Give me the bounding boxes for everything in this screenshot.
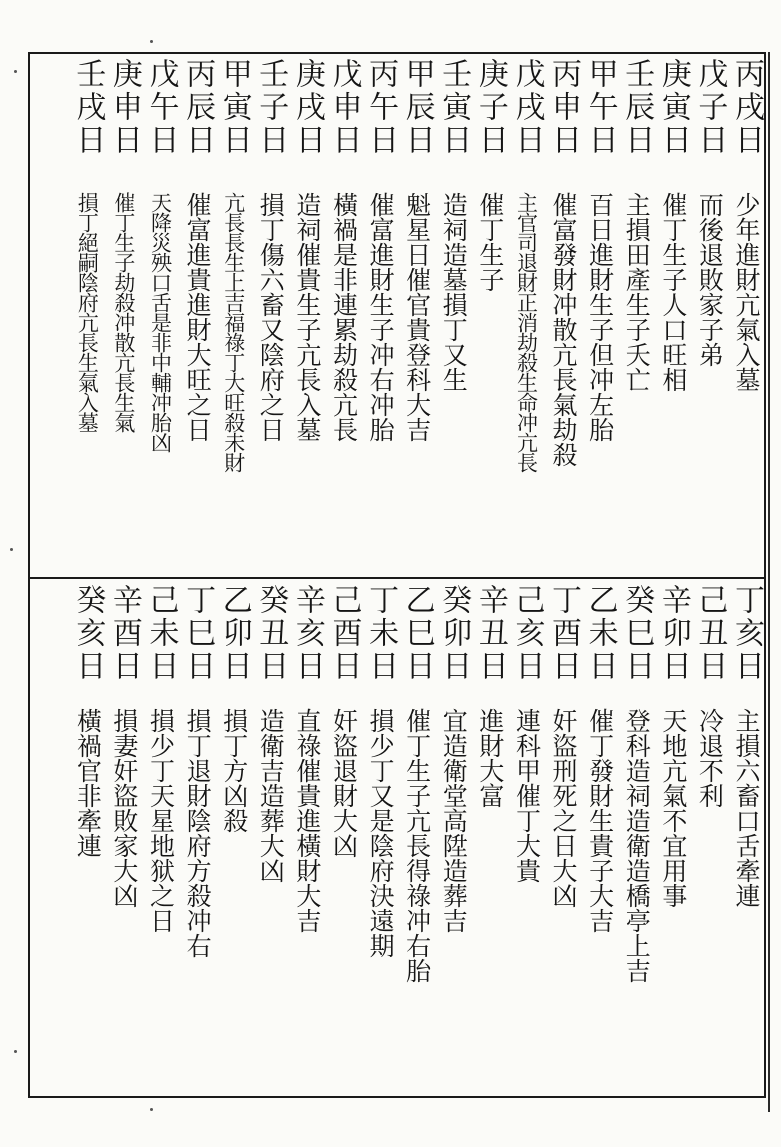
text-column [508,584,544,1092]
day-label: 辛酉日 [106,584,142,683]
ink-speck [150,1108,153,1111]
day-label: 丁未日 [363,584,399,683]
text-column [545,584,581,1092]
day-label: 甲午日 [582,58,618,157]
text-column [691,58,727,573]
text-column [728,58,764,573]
day-note: 催丁發財生貴子大吉 [585,708,615,933]
day-label: 壬辰日 [619,58,655,157]
day-label: 己亥日 [509,584,545,683]
day-label: 戊午日 [143,58,179,157]
ink-speck [14,1050,17,1053]
day-note: 催富進貴進財大旺之日 [183,192,213,442]
text-column [655,58,691,573]
text-column [362,584,398,1092]
day-label: 己丑日 [692,584,728,683]
day-label: 癸亥日 [70,584,106,683]
day-label: 甲寅日 [216,58,252,157]
day-label: 壬子日 [253,58,289,157]
text-column [691,584,727,1092]
text-column [106,58,142,573]
register-divider [28,577,766,579]
day-note: 奸盜退財大凶 [329,708,359,858]
top-register [30,58,764,573]
day-note: 魁星日催官貴登科大吉 [402,192,432,442]
day-note: 主官司退財正消劫殺生命冲亢長 [514,192,539,472]
day-note: 催丁生子 [475,192,505,292]
day-note: 連科甲催丁大貴 [512,708,542,883]
text-column [435,58,471,573]
day-label: 丙午日 [363,58,399,157]
ink-speck [10,548,13,551]
day-note: 橫禍官非牽連 [73,708,103,858]
text-column [472,58,508,573]
day-note: 損丁退財陰府方殺冲右 [183,708,213,958]
day-label: 丁酉日 [546,584,582,683]
text-column [582,58,618,573]
day-label: 己酉日 [326,584,362,683]
text-column [399,584,435,1092]
day-note: 催丁生子人口旺相 [658,192,688,392]
day-label: 戊子日 [692,58,728,157]
day-label: 乙巳日 [399,584,435,683]
day-note: 橫禍是非連累劫殺亢長 [329,192,359,442]
day-note: 催富發財冲散亢長氣劫殺 [549,192,579,467]
day-label: 乙未日 [582,584,618,683]
day-note: 主損田產生子夭亡 [622,192,652,392]
day-note: 催富進財生子冲右冲胎 [366,192,396,442]
text-column [545,58,581,573]
day-label: 丁巳日 [180,584,216,683]
day-note: 亢長長生上吉福祿丁大旺殺未財 [221,192,246,472]
day-label: 己未日 [143,584,179,683]
text-column [216,584,252,1092]
day-note: 損丁絕嗣陰府亢長生氣入墓 [75,192,100,432]
day-note: 損少丁天星地狱之日 [146,708,176,933]
day-label: 甲辰日 [399,58,435,157]
day-label: 乙卯日 [216,584,252,683]
text-column [143,58,179,573]
day-note: 主損六畜口舌牽連 [732,708,761,908]
text-column [216,58,252,573]
day-label: 癸巳日 [619,584,655,683]
day-note: 少年進財亢氣入墓 [732,192,761,392]
text-column [655,584,691,1092]
ink-speck [150,40,153,43]
day-label: 庚寅日 [655,58,691,157]
text-column [472,584,508,1092]
text-column [143,584,179,1092]
day-note: 造祠催貴生子亢長入墓 [292,192,322,442]
text-column [289,58,325,573]
day-note: 而後退敗家子弟 [695,192,725,367]
day-note: 直祿催貴進橫財大吉 [292,708,322,933]
day-note: 損少丁又是陰府決遠期 [366,708,396,958]
day-note: 百日進財生子但冲左胎 [585,192,615,442]
day-label: 辛亥日 [289,584,325,683]
day-note: 進財大富 [475,708,505,808]
text-column [69,58,105,573]
day-note: 天降災殃口舌是非中輔冲胎凶 [148,192,173,452]
day-label: 癸丑日 [253,584,289,683]
day-note: 宜造衛堂高陞造葬吉 [439,708,469,933]
day-label: 辛丑日 [472,584,508,683]
day-label: 丙戌日 [729,58,764,157]
text-column [252,58,288,573]
text-column [252,584,288,1092]
text-column [582,584,618,1092]
text-column [106,584,142,1092]
day-note: 催丁生子亢長得祿冲右胎 [402,708,432,983]
text-column [399,58,435,573]
text-column [728,584,764,1092]
day-label: 癸卯日 [436,584,472,683]
day-note: 天地亢氣不宜用事 [658,708,688,908]
day-note: 損丁方凶殺 [219,708,249,833]
day-label: 庚子日 [472,58,508,157]
text-column [325,584,361,1092]
day-label: 丙申日 [546,58,582,157]
day-note: 冷退不利 [695,708,725,808]
text-column [289,584,325,1092]
day-label: 庚戌日 [289,58,325,157]
day-note: 造祠造墓損丁又生 [439,192,469,392]
day-label: 戊申日 [326,58,362,157]
day-note: 奸盜刑死之日大凶 [549,708,579,908]
day-label: 壬戌日 [70,58,106,157]
text-column [618,584,654,1092]
ink-speck [14,70,17,73]
text-column [435,584,471,1092]
text-column [618,58,654,573]
text-column [69,584,105,1092]
day-label: 辛卯日 [655,584,691,683]
day-label: 丙辰日 [180,58,216,157]
day-label: 戊戌日 [509,58,545,157]
day-note: 損妻奸盜敗家大凶 [109,708,139,908]
text-column [179,584,215,1092]
day-note: 登科造祠造衛造橋亭上吉 [622,708,652,983]
day-label: 壬寅日 [436,58,472,157]
day-note: 催丁生子劫殺冲散亢長生氣 [111,192,136,432]
day-label: 丁亥日 [729,584,764,683]
day-label: 庚申日 [106,58,142,157]
day-note: 損丁傷六畜又陰府之日 [256,192,286,442]
text-column [362,58,398,573]
text-column [325,58,361,573]
text-column [508,58,544,573]
right-margin-line [768,52,770,1112]
day-note: 造衛吉造葬大凶 [256,708,286,883]
bottom-register [30,584,764,1092]
text-column [179,58,215,573]
